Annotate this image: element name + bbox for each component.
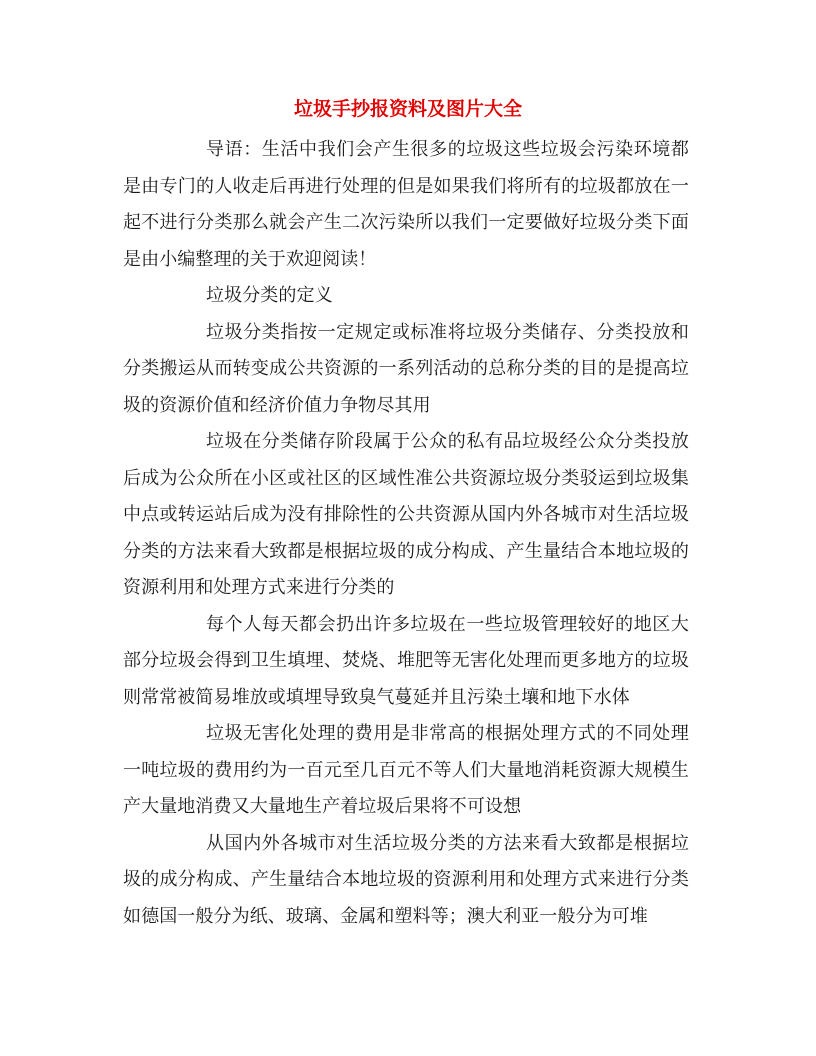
paragraph-treatment-cost: 垃圾无害化处理的费用是非常高的根据处理方式的不同处理一吨垃圾的费用约为一百元至几百元不等人们大量地消耗资源大规模生产大量地消费又大量地生产着垃圾后果将不可设想 [123,723,689,817]
paragraph-definition: 垃圾分类指按一定规定或标准将垃圾分类储存、分类投放和分类搬运从而转变成公共资源的一系列活动的总称分类的目的是提高垃圾的资源价值和经济价值力争物尽其用 [123,321,689,416]
paragraph-storage-stage: 垃圾在分类储存阶段属于公众的私有品垃圾经公众分类投放后成为公众所在小区或社区的区域性准公共资源垃圾分类驳运到垃圾集中点或转运站后成为没有排除性的公共资源从国内外各城市对生活垃圾分类的方法来看大致都是根据垃圾的成分构成、产生量结合本地垃圾的资源利用和处理方式来进行分类的 [123,431,689,598]
paragraph-classification-methods: 从国内外各城市对生活垃圾分类的方法来看大致都是根据垃圾的成分构成、产生量结合本地垃圾的资源利用和处理方式来进行分类如德国一般分为纸、玻璃、金属和塑料等；澳大利亚一般分为可堆 [123,832,689,927]
document-body [123,132,689,935]
paragraph-intro: 导语：生活中我们会产生很多的垃圾这些垃圾会污染环境都是由专门的人收走后再进行处理的但是如果我们将所有的垃圾都放在一起不进行分类那么就会产生二次污染所以我们一定要做好垃圾分类下面是由小编整理的关于欢迎阅读！ [123,139,689,270]
section-heading-definition: 垃圾分类的定义 [206,285,333,306]
paragraph-daily-garbage: 每个人每天都会扔出许多垃圾在一些垃圾管理较好的地区大部分垃圾会得到卫生填埋、焚烧、堆肥等无害化处理而更多地方的垃圾则常常被简易堆放或填埋导致臭气蔓延并且污染土壤和地下水体 [123,613,689,708]
document-title: 垃圾手抄报资料及图片大全 [293,98,522,120]
